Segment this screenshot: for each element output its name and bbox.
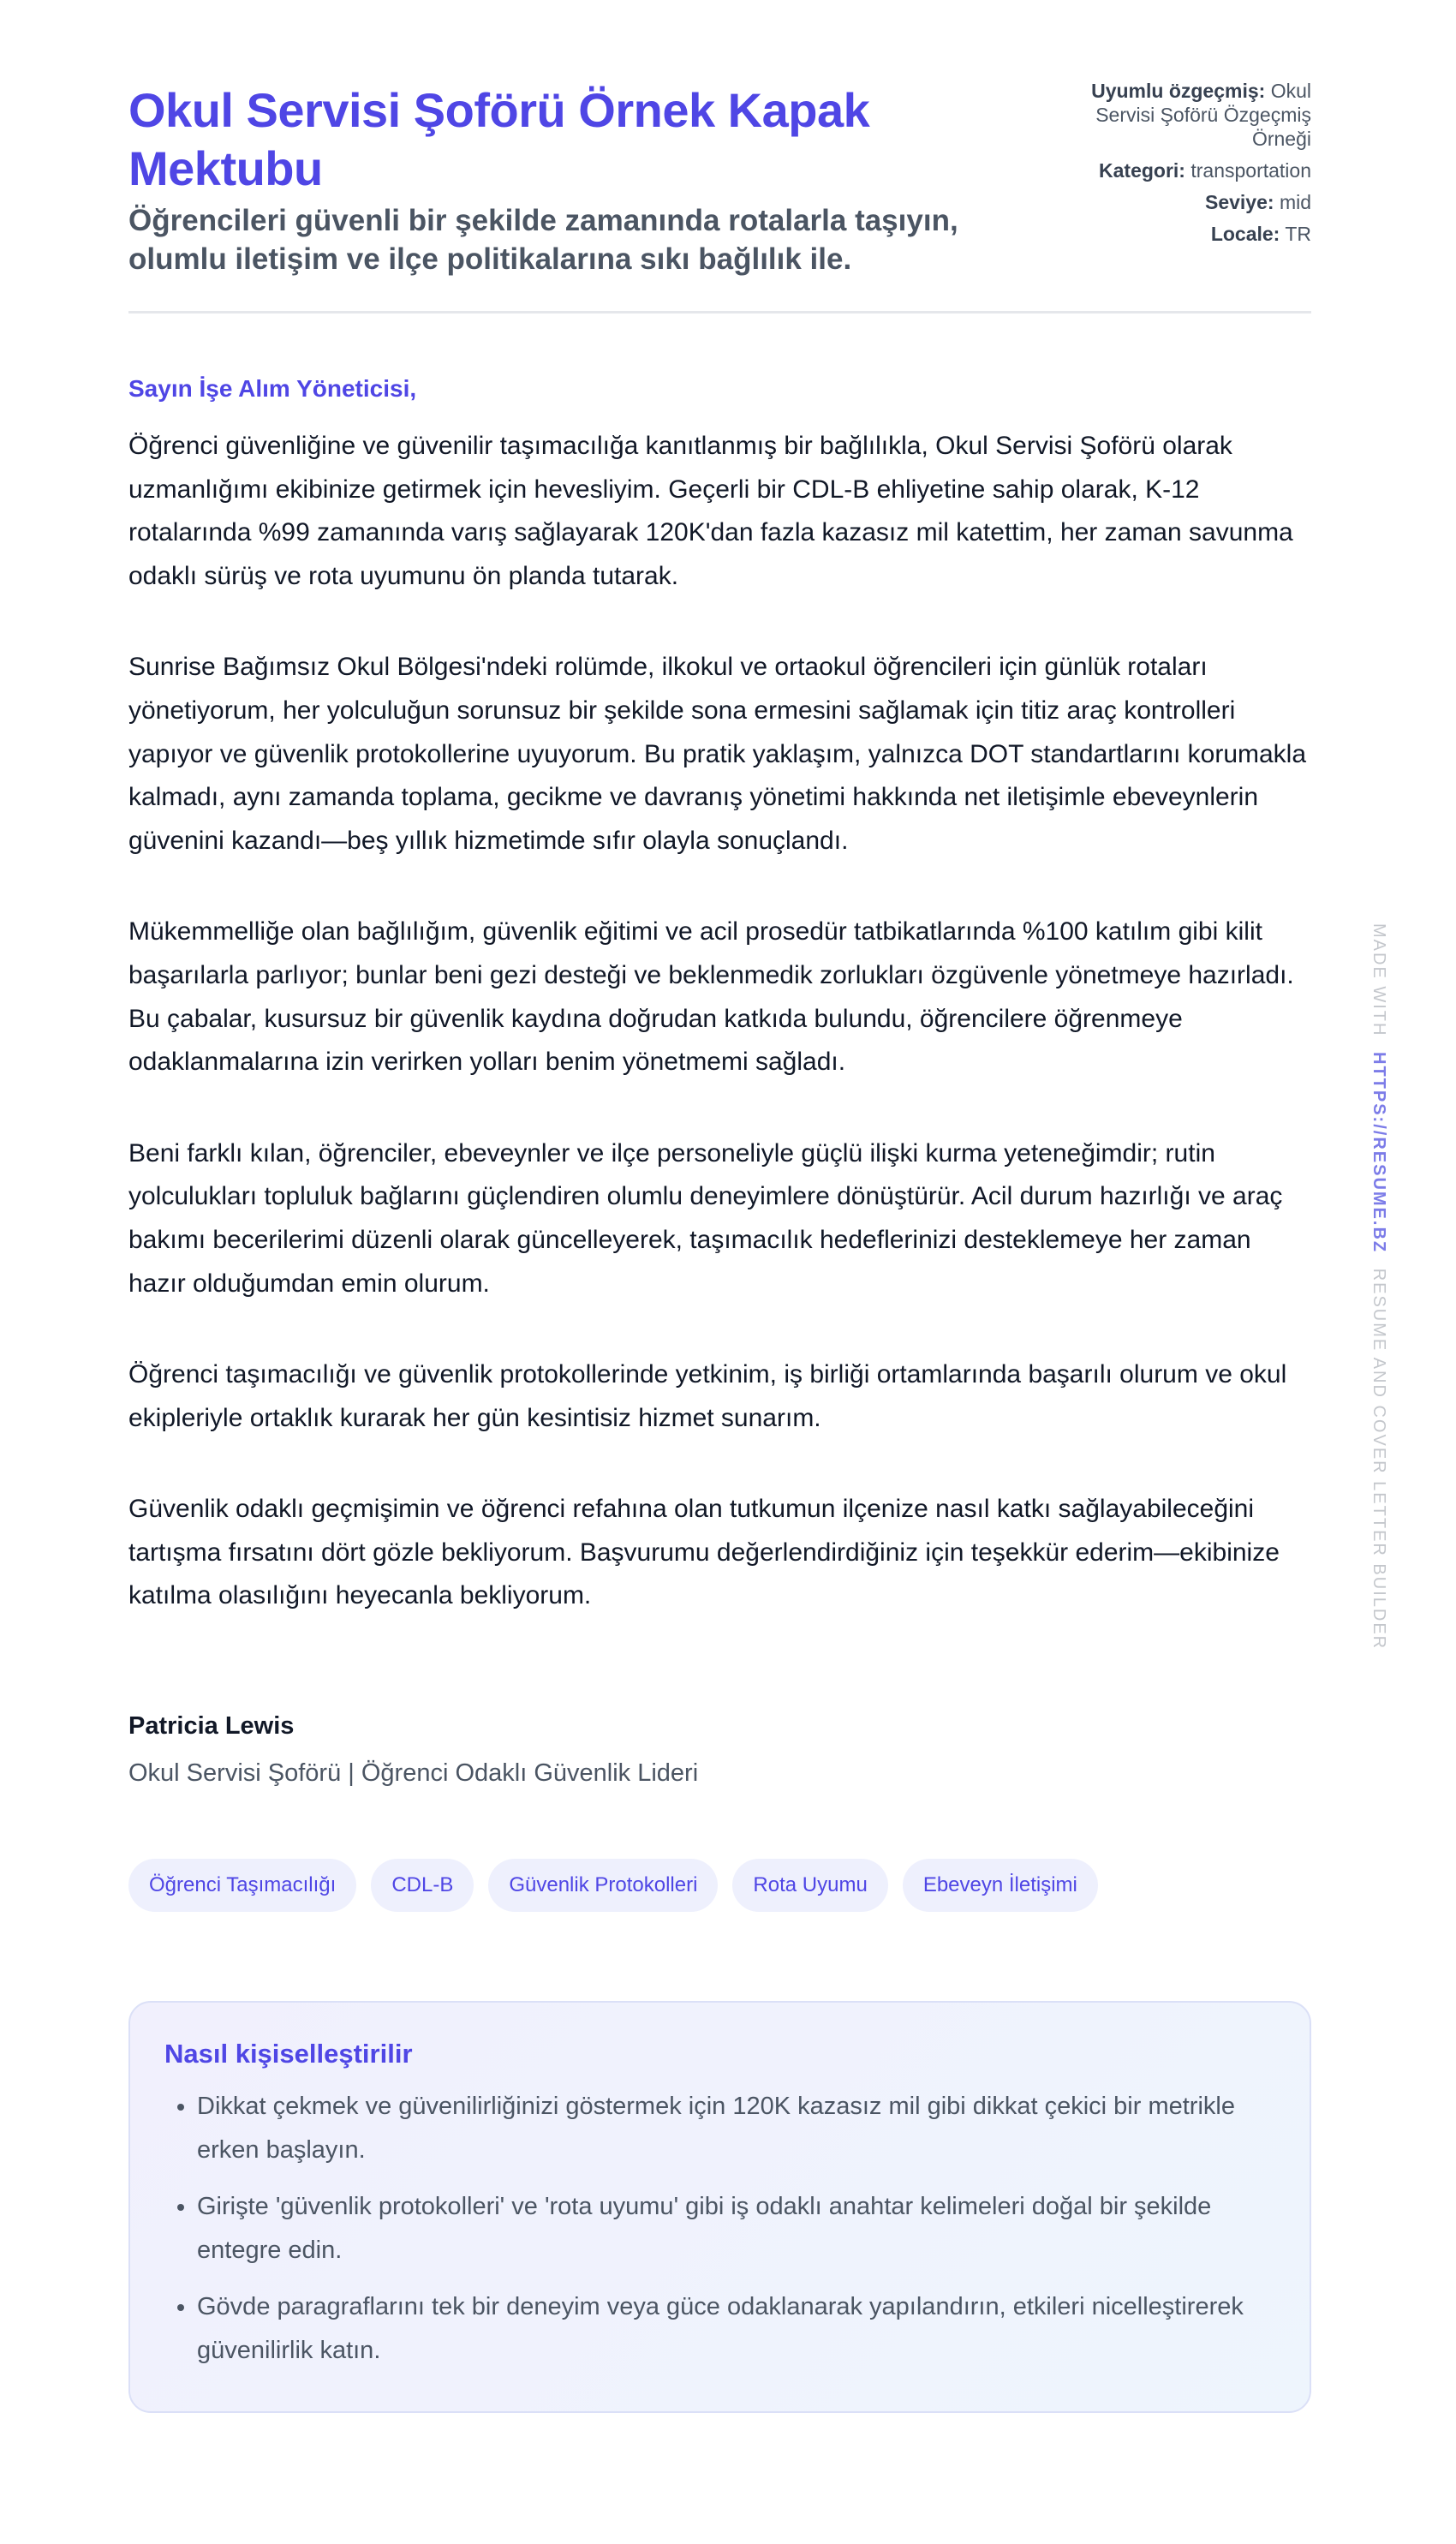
letter-paragraph: Öğrenci taşımacılığı ve güvenlik protokollerinde yetkinim, iş birliği ortamlarında başarılı olurum ve okul ekipleriyle ortaklık kurarak her gün kesintisiz hizmet sunarım.: [128, 1360, 1287, 1432]
tip-item: • Girişte 'güvenlik protokolleri' ve 'rota uyumu' gibi iş odaklı anahtar kelimeleri doğal bir şekilde entegre edin.: [197, 2185, 1275, 2272]
tag: Güvenlik Protokolleri: [488, 1859, 718, 1912]
page-subtitle: Öğrencileri güvenli bir şekilde zamanında rotalarla taşıyın, olumlu iletişim ve ilçe politikalarına sıkı bağlılık ile.: [128, 204, 958, 276]
letter-paragraph: Güvenlik odaklı geçmişimin ve öğrenci refahına olan tutkumun ilçenize nasıl katkı sağlayabileceğini tartışma fırsatını dört gözle bekliyorum. Başvurumu değerlendirdiğiniz için teşekkür ederim—ekibinize katılma olasılığını heyecanla bekliyorum.: [128, 1495, 1280, 1610]
header: [128, 0, 1311, 314]
meta-level: [1054, 190, 1311, 214]
meta-category-value: transportation: [1190, 159, 1311, 182]
side-banner-link[interactable]: HTTPS://RESUME.BZ: [1369, 1052, 1388, 1254]
tag-list: [128, 1859, 1311, 1912]
side-banner: [1369, 923, 1388, 1650]
meta-info: [1054, 79, 1311, 254]
salutation: Sayın İşe Alım Yöneticisi,: [128, 375, 417, 402]
tips-box: [128, 2001, 1311, 2413]
side-banner-suffix: RESUME AND COVER LETTER BUILDER: [1369, 1268, 1388, 1651]
letter-paragraph: Öğrenci güvenliğine ve güvenilir taşımacılığa kanıtlanmış bir bağlılıkla, Okul Servisi Şoförü olarak uzmanlığımı ekibinize getirmek için hevesliyim. Geçerli bir CDL-B ehliyetine sahip olarak, K-12 rotalarında %99 zamanında varış sağlayarak 120K'dan fazla kazasız mil katettim, her zaman savunma odaklı sürüş ve rota uyumunu ön planda tutarak.: [128, 432, 1293, 590]
tip-item: • Gövde paragraflarını tek bir deneyim veya güce odaklanarak yapılandırın, etkileri nicelleştirerek güvenilirlik katın.: [197, 2285, 1275, 2373]
meta-category: [1054, 158, 1311, 182]
letter-paragraph: Sunrise Bağımsız Okul Bölgesi'ndeki rolümde, ilkokul ve ortaokul öğrencileri için günlük rotaları yönetiyorum, her yolculuğun sorunsuz bir şekilde sona ermesini sağlamak için titiz araç kontrolleri yapıyor ve güvenlik protokollerine uyuyorum. Bu pratik yaklaşım, yalnızca DOT standartlarını korumakla kalmadı, aynı zamanda toplama, gecikme ve davranış yönetimi hakkında net iletişimle ebeveynlerin güvenini kazandı—beş yıllık hizmetimde sıfır olayla sonuçlandı.: [128, 653, 1307, 855]
side-banner-prefix: MADE WITH: [1369, 923, 1388, 1037]
meta-level-label: Seviye:: [1204, 191, 1274, 213]
tip-item: • Dikkat çekmek ve güvenilirliğinizi göstermek için 120K kazasız mil gibi dikkat çekici bir metrikle erken başlayın.: [197, 2085, 1275, 2172]
page-title: Okul Servisi Şoförü Örnek Kapak Mektubu: [128, 83, 870, 195]
meta-resume: [1054, 79, 1311, 151]
tag: Ebeveyn İletişimi: [903, 1859, 1098, 1912]
meta-resume-value: Okul Servisi Şoförü Özgeçmiş Örneği: [1095, 80, 1311, 150]
meta-resume-label: Uyumlu özgeçmiş:: [1091, 80, 1266, 102]
tips-list: [164, 2085, 1275, 2373]
tips-title: Nasıl kişiselleştirilir: [164, 2039, 413, 2069]
tag: CDL-B: [371, 1859, 474, 1912]
meta-locale-value: TR: [1285, 223, 1311, 245]
meta-locale: [1054, 222, 1311, 246]
meta-level-value: mid: [1279, 191, 1311, 213]
meta-category-label: Kategori:: [1099, 159, 1185, 182]
letter-paragraph: Beni farklı kılan, öğrenciler, ebeveynler ve ilçe personeliyle güçlü ilişki kurma yeteneğimdir; rutin yolculukları topluluk bağlarını güçlendiren olumlu deneyimlere dönüştürür. Acil durum hazırlığı ve araç bakımı becerilerimi düzenli olarak güncelleyerek, taşımacılık hedeflerinizi desteklemeye her zaman hazır olduğumdan emin olurum.: [128, 1138, 1283, 1298]
tag: Rota Uyumu: [732, 1859, 887, 1912]
cover-letter-page: [128, 0, 1311, 2413]
signature-title: Okul Servisi Şoförü | Öğrenci Odaklı Güvenlik Lideri: [128, 1759, 699, 1788]
letter-paragraph: Mükemmelliğe olan bağlılığım, güvenlik eğitimi ve acil prosedür tatbikatlarında %100 katılım gibi kilit başarılarla parlıyor; bunlar beni gezi desteği ve beklenmedik zorlukları özgüvenle yönetmeye hazırladı. Bu çabalar, kusursuz bir güvenlik kaydına doğrudan katkıda bulundu, öğrencilere öğrenmeye odaklanmalarına izin verirken yolları benim yönetmemi sağladı.: [128, 917, 1294, 1077]
tag: Öğrenci Taşımacılığı: [128, 1859, 356, 1912]
meta-locale-label: Locale:: [1210, 223, 1280, 245]
signature-name: Patricia Lewis: [128, 1712, 295, 1741]
